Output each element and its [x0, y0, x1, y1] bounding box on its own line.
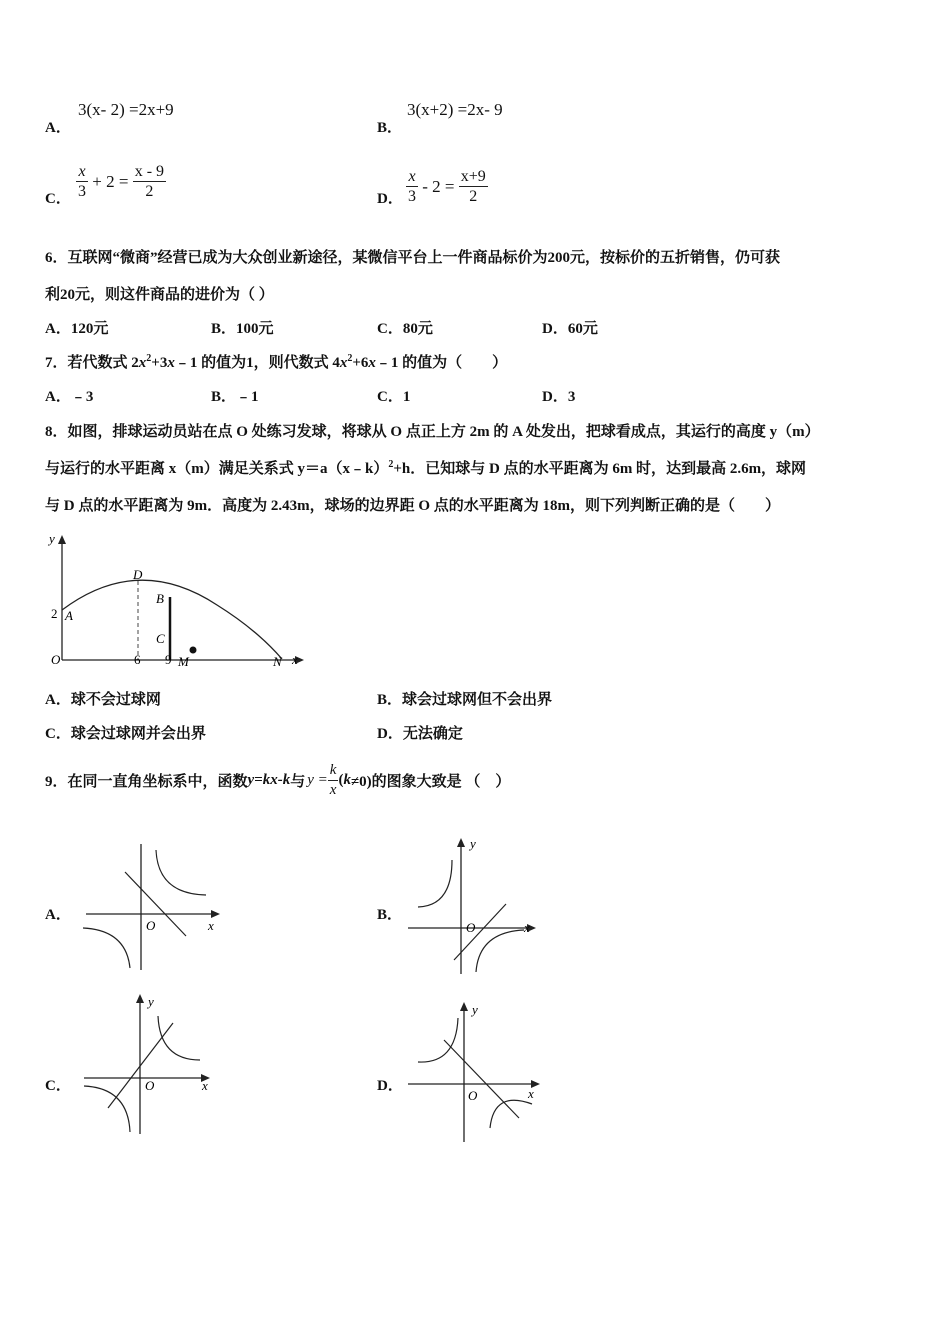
- q7-mid1: +3: [151, 355, 168, 371]
- q7-option-b: B．﹣1: [211, 389, 259, 405]
- q5-option-a-equation: 3(x- 2) =2x+9: [78, 100, 174, 119]
- q8-label-a: A: [65, 608, 73, 623]
- q6-stem-line2: 利20元，则这件商品的进价为（ ）: [45, 287, 274, 303]
- q9-frac-num: k: [328, 761, 339, 781]
- q5-d-num1: x: [406, 167, 418, 187]
- q9-c-hyperbola-branch-1: [158, 1016, 200, 1060]
- q9-d-hyperbola-branch-1: [418, 1018, 458, 1062]
- q9-c-y-label: y: [148, 994, 154, 1009]
- q9-b-origin: O: [466, 920, 476, 935]
- q8-parabola: [62, 580, 282, 659]
- q9-d-line: [444, 1040, 519, 1118]
- q5-option-c-label: C．: [45, 191, 71, 207]
- q5-option-d-label: D．: [377, 191, 403, 207]
- q9-option-a-label: A．: [45, 907, 71, 923]
- q6-option-c: C．80元: [377, 321, 433, 337]
- q6-stem-line1: 6．互联网“微商”经营已成为大众创业新途径，某微信平台上一件商品标价为200元，按标价的五折销售，仍可获: [45, 250, 781, 266]
- q7-x2: x: [167, 355, 175, 371]
- q8-line2-sup: 2: [388, 459, 394, 470]
- q9-stem: [45, 756, 510, 804]
- q9-c-x-label: x: [202, 1078, 208, 1093]
- q8-point-m: [190, 647, 197, 654]
- q9-option-c-label: C．: [45, 1078, 71, 1094]
- q9-frac-den: x: [329, 781, 337, 798]
- q5-option-d-equation: [406, 167, 488, 206]
- q6-option-a: A．120元: [45, 321, 109, 337]
- q9-graph-b: [404, 832, 544, 980]
- q8-stem-line1: 8．如图，排球运动员站在点 O 处练习发球，将球从 O 点正上方 2m 的 A 处发出，把球看成点，其运行的高度 y（m）: [45, 424, 820, 440]
- q5-c-num2: x - 9: [134, 163, 165, 180]
- q9-a-x-label: x: [208, 918, 214, 933]
- q5-c-num1: x: [76, 162, 88, 182]
- q9-graph-d: [404, 998, 546, 1146]
- q8-label-d: D: [133, 567, 143, 582]
- q8-label-b: B: [156, 591, 164, 606]
- q8-option-c: C．球会过球网并会出界: [45, 726, 206, 742]
- q9-c-origin: O: [145, 1078, 155, 1093]
- q9-a-origin: O: [146, 918, 156, 933]
- q9-c-hyperbola-branch-2: [84, 1086, 130, 1132]
- q9-b-y-arrow: [457, 838, 465, 847]
- q5-d-mid: - 2 =: [422, 176, 455, 196]
- q7-sup2: 2: [347, 353, 353, 364]
- q8-line2b: +h．已知球与 D 点的水平距离为 6m 时，达到最高 2.6m，球网: [393, 461, 807, 477]
- q8-label-six: 6: [134, 652, 141, 667]
- q7-mid3: +6: [352, 355, 369, 371]
- q7-mid2: ﹣1 的值为1，则代数式 4: [174, 355, 340, 371]
- q9-a-hyperbola-branch-2: [83, 928, 130, 968]
- q5-option-a-label: A．: [45, 120, 71, 136]
- q9-graph-a: [78, 838, 228, 978]
- q9-a-hyperbola-branch-1: [156, 850, 206, 895]
- q7-x1: x: [138, 355, 147, 371]
- q9-y-equals: y =: [307, 771, 328, 788]
- q9-option-d-label: D．: [377, 1078, 403, 1094]
- q9-d-y-label: y: [472, 1002, 478, 1017]
- q7-sup1: 2: [146, 353, 152, 364]
- q9-cond-open: (: [338, 771, 344, 788]
- q7-x3: x: [339, 355, 348, 371]
- q9-a-x-arrow: [211, 910, 220, 918]
- q9-d-x-label: x: [528, 1086, 534, 1101]
- q8-label-x: x: [292, 652, 298, 667]
- q5-c-den2: 2: [145, 183, 154, 200]
- q8-stem-line2: [45, 457, 806, 478]
- q9-b-y-label: y: [470, 836, 476, 851]
- q9-b-hyperbola-branch-2: [476, 930, 524, 972]
- q9-b-hyperbola-branch-1: [418, 860, 452, 907]
- q9-b-x-label: x: [524, 920, 530, 935]
- q8-label-n: N: [273, 654, 282, 669]
- q7-option-c: C．1: [377, 389, 411, 405]
- q9-d-hyperbola-branch-2: [490, 1100, 532, 1128]
- q8-option-b: B．球会过球网但不会出界: [377, 692, 553, 708]
- q9-cond: ≠0)的图象大致是 （ ）: [350, 773, 511, 790]
- q8-line2a: 与运行的水平距离 x（m）满足关系式 y＝a（x﹣k）: [45, 461, 389, 477]
- q8-label-m: M: [178, 654, 189, 669]
- q5-option-c-equation: [76, 162, 166, 201]
- q7-option-d: D．3: [542, 389, 576, 405]
- q9-fraction: [328, 761, 339, 800]
- q7-x4: x: [368, 355, 376, 371]
- q5-c-den1: 3: [78, 183, 86, 200]
- q5-option-b-label: B．: [377, 120, 403, 136]
- q5-d-den2: 2: [469, 188, 478, 205]
- q8-option-d: D．无法确定: [377, 726, 463, 742]
- q9-function: y=kx-k: [247, 771, 291, 788]
- q9-option-b-label: B．: [377, 907, 403, 923]
- q7-stem: [45, 351, 507, 372]
- q9-pre: 9．在同一直角坐标系中，函数: [45, 773, 248, 790]
- q8-label-o: O: [51, 652, 61, 667]
- q8-y-arrow: [58, 535, 66, 544]
- q5-d-num2: x+9: [460, 168, 486, 185]
- q9-a-line: [125, 872, 186, 936]
- q8-option-a: A．球不会过球网: [45, 692, 161, 708]
- q9-graph-c: [78, 990, 220, 1140]
- q8-label-two: 2: [51, 606, 58, 621]
- q8-trajectory-figure: [42, 530, 312, 675]
- q9-d-origin: O: [468, 1088, 478, 1103]
- q8-label-c: C: [156, 631, 165, 646]
- q9-cond-k: k: [343, 771, 351, 788]
- q5-c-mid: + 2 =: [92, 171, 129, 191]
- q7-pre: 7．若代数式 2: [45, 355, 139, 371]
- q8-label-y: y: [49, 531, 55, 546]
- q9-d-y-arrow: [460, 1002, 468, 1011]
- q9-c-y-arrow: [136, 994, 144, 1003]
- q7-post: ﹣1 的值为（ ）: [375, 355, 508, 371]
- q8-stem-line3: 与 D 点的水平距离为 9m．高度为 2.43m，球场的边界距 O 点的水平距离为 18m，则下列判断正确的是（ ）: [45, 498, 780, 514]
- q6-option-d: D．60元: [542, 321, 598, 337]
- q5-option-b-equation: 3(x+2) =2x- 9: [407, 100, 503, 119]
- q9-b-line: [454, 904, 506, 960]
- q6-option-b: B．100元: [211, 321, 274, 337]
- q9-mid: 与: [290, 773, 306, 790]
- q5-d-den1: 3: [408, 188, 416, 205]
- q7-option-a: A．﹣3: [45, 389, 94, 405]
- q8-label-nine: 9: [165, 652, 172, 667]
